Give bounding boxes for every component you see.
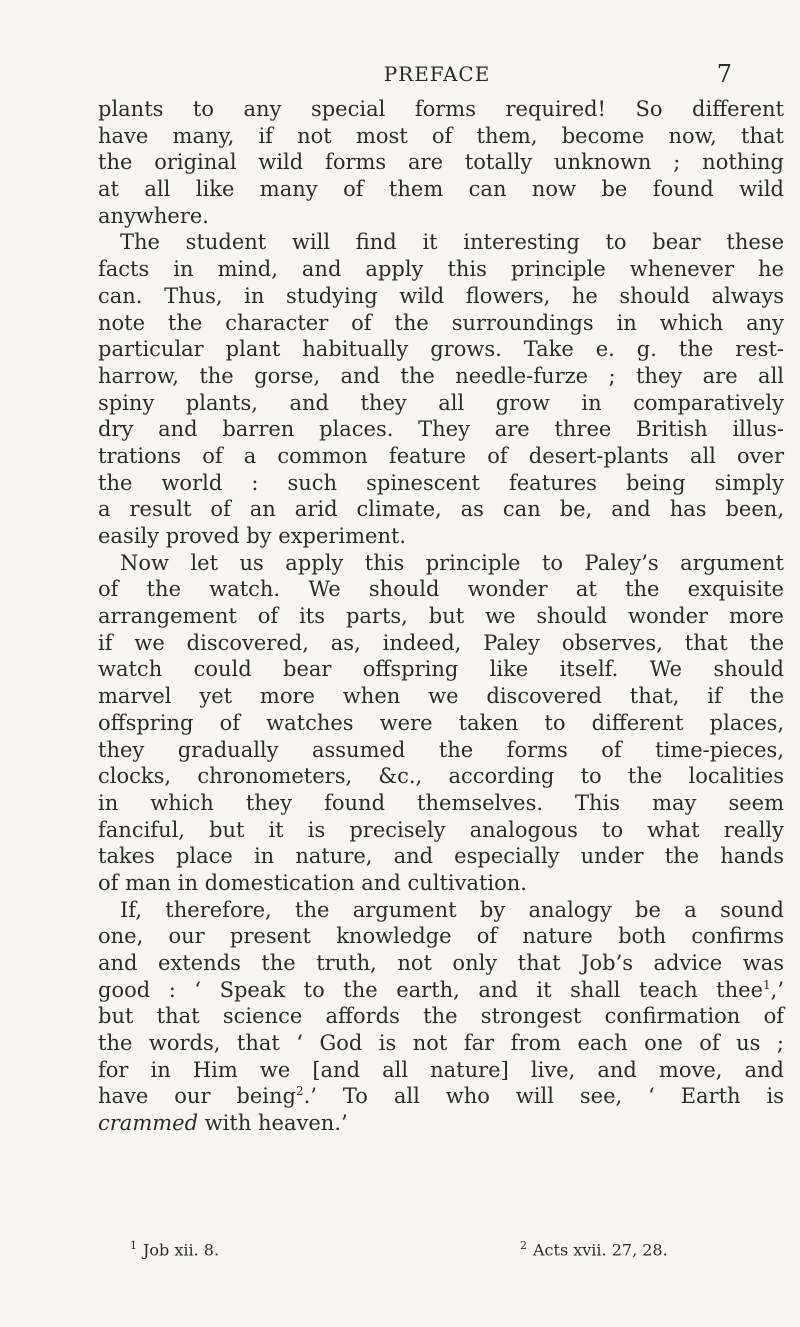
text-line: note the character of the surroundings in which any bbox=[98, 310, 784, 335]
text-line: plants to any special forms required! So different bbox=[98, 97, 784, 121]
body-text bbox=[98, 96, 784, 1137]
text-line bbox=[98, 977, 784, 1004]
text-line: clocks, chronometers, &c., according to the localities bbox=[98, 764, 784, 789]
text-line: The student will find it interesting to bear these bbox=[120, 230, 784, 255]
footnote-text: Acts xvii. 27, 28. bbox=[533, 1240, 668, 1260]
text-line: fanciful, but it is precisely analogous to what really bbox=[98, 817, 784, 842]
text-fragment: with heaven.’ bbox=[198, 1111, 348, 1136]
footnote-2 bbox=[520, 1239, 668, 1259]
running-head: PREFACE bbox=[383, 62, 491, 86]
footnote-text: Job xii. 8. bbox=[143, 1240, 220, 1260]
text-line bbox=[98, 1110, 784, 1137]
text-line: of man in domestication and cultivation. bbox=[98, 870, 527, 895]
text-line: if we discovered, as, indeed, Paley observes, that the bbox=[98, 630, 784, 655]
text-line: have many, if not most of them, become now, that bbox=[98, 123, 784, 148]
text-line: watch could bear offspring like itself. We should bbox=[98, 657, 784, 682]
text-line: marvel yet more when we discovered that, if the bbox=[98, 684, 784, 709]
footnote-ref: 1 bbox=[763, 977, 771, 992]
paragraph-3 bbox=[98, 550, 784, 897]
text-line: harrow, the gorse, and the needle-furze ; they are all bbox=[98, 363, 784, 388]
footnotes bbox=[130, 1239, 730, 1263]
text-line: of the watch. We should wonder at the exquisite bbox=[98, 577, 784, 602]
text-line: in which they found themselves. This may seem bbox=[98, 790, 784, 815]
footnote-1 bbox=[130, 1239, 219, 1259]
text-line: the world : such spinescent features being simply bbox=[98, 470, 784, 495]
text-line: offspring of watches were taken to different places, bbox=[98, 710, 784, 735]
text-line: spiny plants, and they all grow in comparatively bbox=[98, 390, 784, 415]
text-line: the words, that ‘ God is not far from each one of us ; bbox=[98, 1031, 784, 1056]
text-fragment: have our being bbox=[98, 1084, 296, 1109]
text-line: trations of a common feature of desert-plants all over bbox=[98, 443, 784, 468]
italic-word: crammed bbox=[98, 1111, 199, 1136]
text-line: If, therefore, the argument by analogy be a sound bbox=[120, 897, 784, 922]
text-fragment: ,’ bbox=[770, 977, 784, 1002]
footnote-mark: 1 bbox=[130, 1239, 137, 1252]
text-line: but that science affords the strongest confirmation of bbox=[98, 1004, 784, 1029]
paragraph-1 bbox=[98, 96, 784, 229]
footnote-mark: 2 bbox=[520, 1239, 527, 1252]
text-line bbox=[98, 1083, 784, 1110]
text-line: and extends the truth, not only that Job’s advice was bbox=[98, 951, 784, 975]
text-line: at all like many of them can now be found wild bbox=[98, 177, 784, 202]
paragraph-4 bbox=[98, 897, 784, 1137]
text-line: particular plant habitually grows. Take e. g. the rest- bbox=[98, 337, 784, 362]
text-line: Now let us apply this principle to Paley’s argument bbox=[120, 550, 784, 575]
text-line: one, our present knowledge of nature both confirms bbox=[98, 924, 784, 949]
page-number: 7 bbox=[716, 60, 732, 88]
footnote-ref: 2 bbox=[295, 1084, 304, 1099]
text-line: dry and barren places. They are three British illus- bbox=[98, 417, 784, 442]
text-line: a result of an arid climate, as can be, and has been, bbox=[98, 497, 784, 522]
text-fragment: good : ‘ Speak to the earth, and it shall teach thee bbox=[98, 977, 763, 1002]
text-line: can. Thus, in studying wild flowers, he should always bbox=[98, 283, 784, 308]
paragraph-2 bbox=[98, 229, 784, 549]
text-line: for in Him we [and all nature] live, and move, and bbox=[98, 1057, 784, 1082]
text-line: they gradually assumed the forms of time-pieces, bbox=[98, 737, 784, 762]
text-line: facts in mind, and apply this principle whenever he bbox=[98, 257, 784, 282]
text-fragment: .’ To all who will see, ‘ Earth is bbox=[303, 1084, 784, 1109]
page-header bbox=[98, 62, 776, 90]
text-line: easily proved by experiment. bbox=[98, 524, 407, 548]
text-line: the original wild forms are totally unknown ; nothing bbox=[98, 150, 784, 175]
text-line: takes place in nature, and especially under the hands bbox=[98, 844, 784, 869]
text-line: anywhere. bbox=[98, 203, 209, 228]
text-line: arrangement of its parts, but we should wonder more bbox=[98, 604, 784, 629]
